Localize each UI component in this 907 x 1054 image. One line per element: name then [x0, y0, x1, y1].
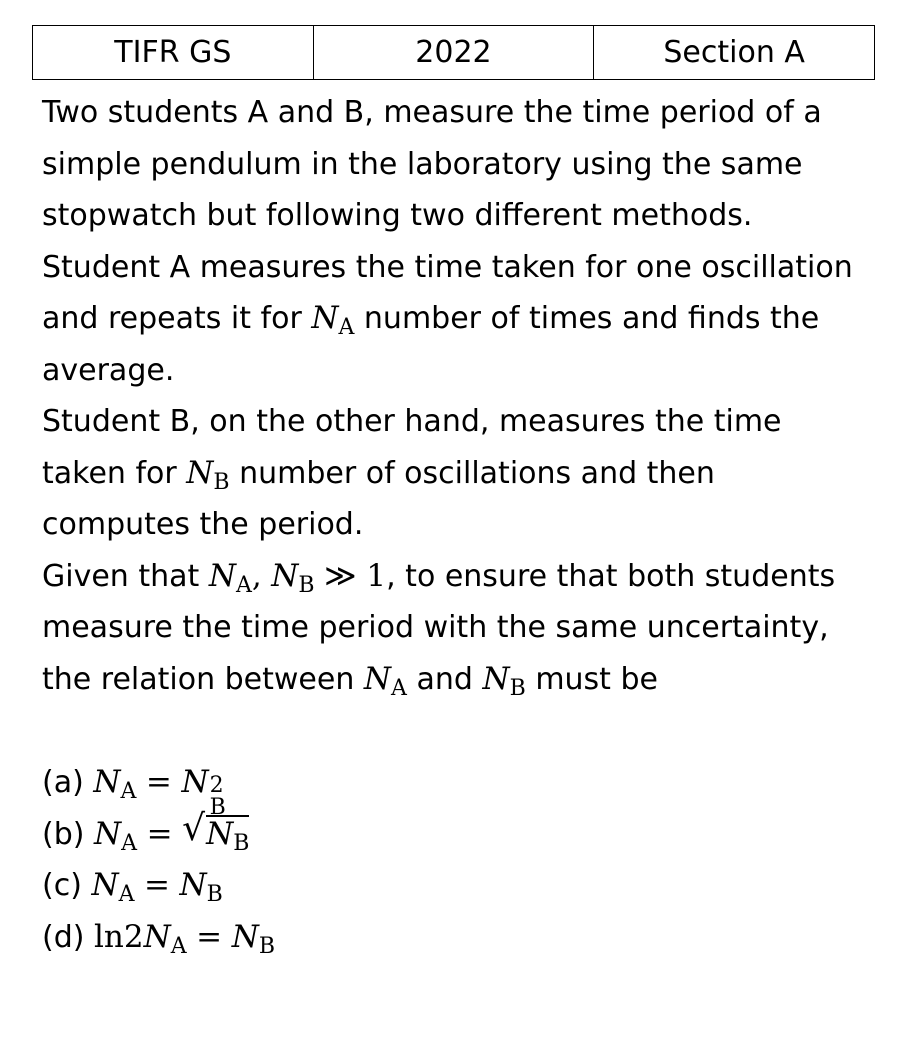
question-paragraph-3: Student B, on the other hand, measures the time taken for $N_B$ number of oscillations and then computes the period. — [42, 404, 782, 542]
question-paragraph-1: Two students A and B, measure the time period of a simple pendulum in the laboratory using the same stopwatch but following two different methods. — [42, 95, 822, 233]
subscript-a: A — [235, 572, 252, 598]
subscript-a: A — [338, 315, 355, 340]
symbol-n: N — [271, 557, 299, 594]
question-body — [42, 87, 872, 963]
question-paragraph-2: Student A measures the time taken for one oscillation and repeats it for $N_A$ number of times and finds the average. — [42, 249, 853, 388]
symbol-n: N — [363, 660, 392, 697]
symbol-n: N — [482, 660, 510, 697]
option-a: (a) $N_A = N$ 2 B — [42, 757, 872, 809]
symbol-n: N — [186, 454, 214, 491]
subscript-a: A — [391, 675, 407, 701]
symbol-n: N — [311, 300, 339, 336]
header-exam: TIFR GS — [33, 26, 314, 80]
subscript-b: B — [298, 572, 315, 598]
sup-sub-pair: 2 B — [209, 773, 226, 820]
symbol-n: N — [208, 557, 236, 594]
subscript-b: B — [213, 469, 230, 495]
square-root: √ $N_B$ — [182, 809, 249, 861]
much-greater-one: ≫ 1 — [324, 557, 387, 594]
radical-sign: √ — [182, 807, 206, 849]
header-year: 2022 — [313, 26, 594, 80]
header-table — [32, 25, 875, 80]
option-c: (c) $N_A = N_B$ — [42, 867, 223, 907]
spacer — [42, 705, 872, 757]
question-paragraph-4: Given that $N_A$, $N_B$ ≫ 1, to ensure that both students measure the time period with the same uncertainty, the relation between $N_A$ and $N_B$ must be — [42, 557, 836, 701]
option-d: (d) $\ln 2N_A = N_B$ — [42, 918, 275, 959]
option-b: (b) $N_A$ = √ $N_B$ — [42, 809, 872, 861]
subscript-b: B — [509, 675, 526, 701]
header-section: Section A — [594, 26, 875, 80]
